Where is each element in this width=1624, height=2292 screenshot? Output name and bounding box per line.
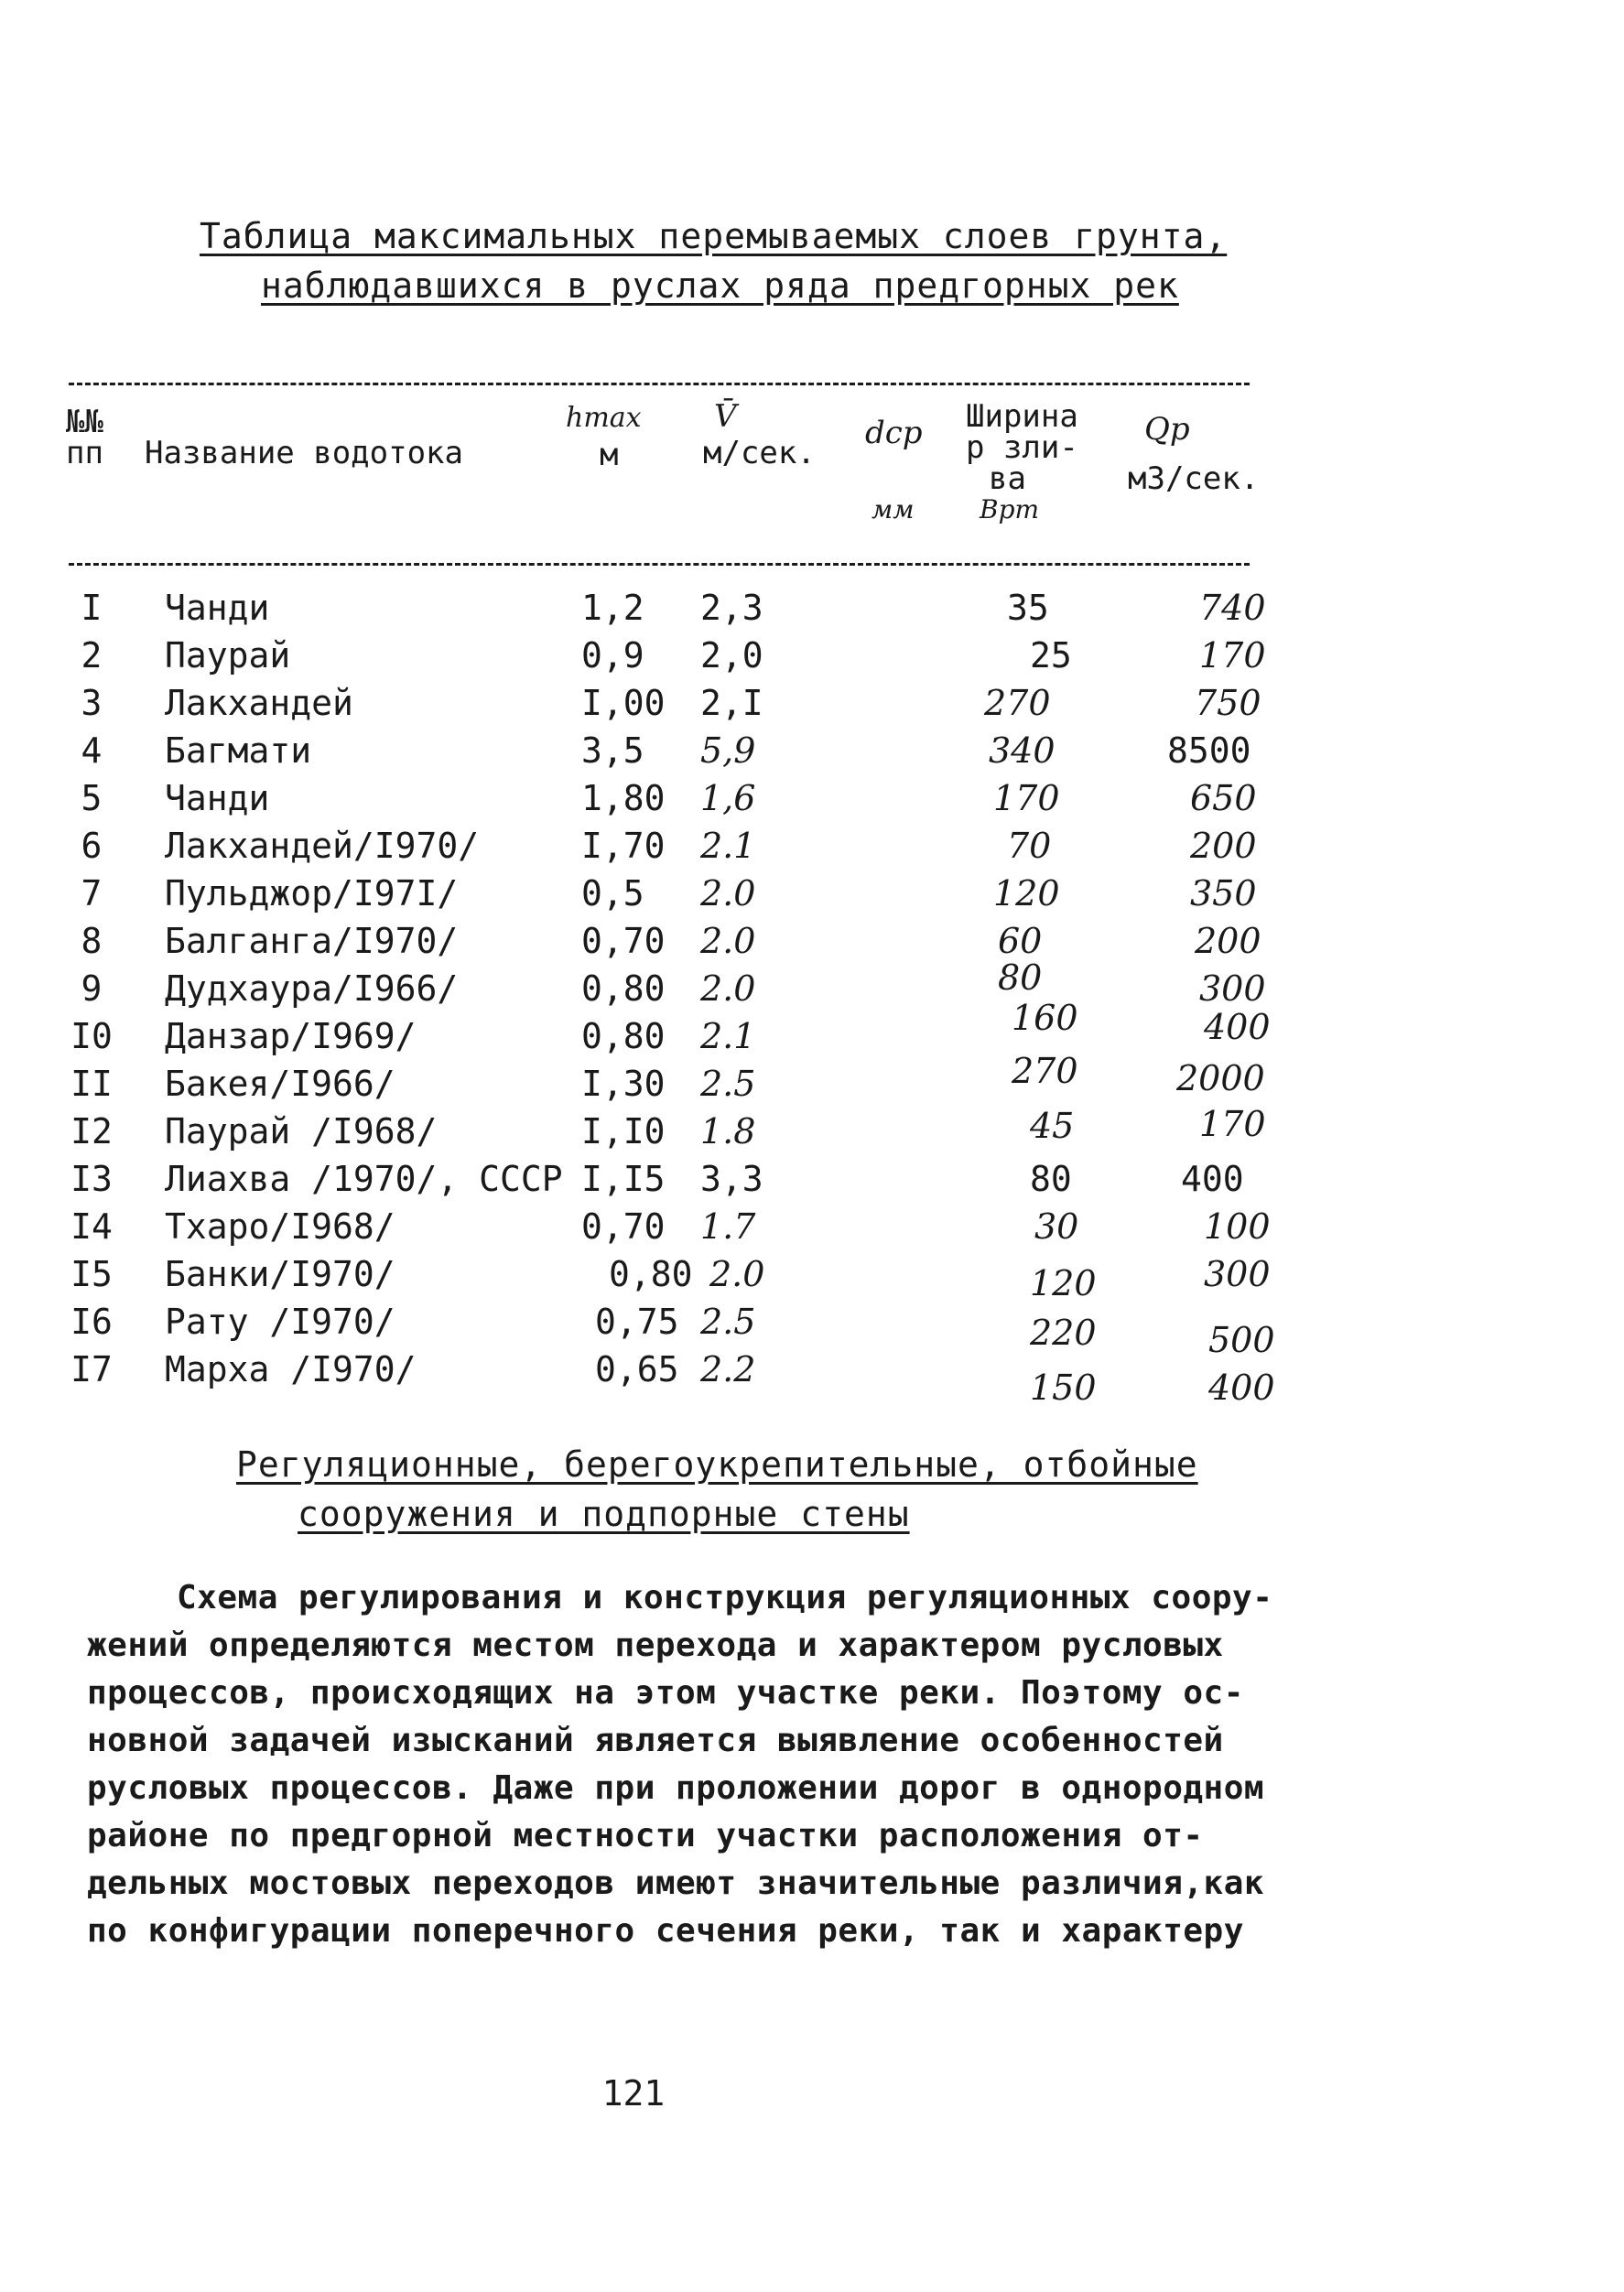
river-name: Данзар/I969/	[165, 1016, 417, 1056]
velocity-value: 1.8	[700, 1111, 756, 1151]
river-name: Паурай /I968/	[165, 1111, 438, 1151]
header-b-unit: Врт	[980, 494, 1040, 524]
h-max-value: I,30	[581, 1064, 666, 1104]
width-value: 25	[1030, 635, 1072, 676]
header-d-symbol: dср	[865, 415, 923, 451]
table-row	[0, 679, 1624, 727]
row-number: I2	[70, 1111, 113, 1151]
section-title-line-2: сооружения и подпорные стены	[298, 1494, 910, 1534]
table-title-line-2: наблюдавшихся в руслах ряда предгорных рек	[261, 265, 1179, 306]
river-name: Бакея/I966/	[165, 1064, 395, 1104]
velocity-value: 2.1	[700, 1016, 756, 1056]
discharge-value: 200	[1195, 921, 1261, 961]
width-value: 35	[1007, 588, 1049, 628]
velocity-value: 5,9	[700, 730, 756, 771]
velocity-value: 2,0	[700, 635, 763, 676]
h-max-value: 1,2	[581, 588, 644, 628]
table-title-line-1: Таблица максимальных перемываемых слоев грунта,	[200, 216, 1228, 256]
discharge-value: 750	[1195, 683, 1261, 723]
paragraph-line: новной задачей изысканий является выявление особенностей	[87, 1722, 1224, 1759]
row-number: I0	[70, 1016, 113, 1056]
header-v-symbol: V̄	[714, 398, 737, 435]
header-v-unit: м/сек.	[703, 435, 816, 471]
width-value: 120	[1030, 1263, 1097, 1303]
header-h-unit: м	[600, 437, 619, 473]
header-h-symbol: hmax	[566, 402, 642, 434]
table-row	[0, 1298, 1624, 1360]
velocity-value: 2.0	[700, 921, 756, 961]
velocity-value: 2.1	[700, 826, 756, 866]
velocity-value: 3,3	[700, 1159, 763, 1199]
discharge-value: 350	[1190, 873, 1257, 914]
width-value: 120	[993, 873, 1060, 914]
river-name: Пульджор/I97I/	[165, 873, 459, 914]
header-b-line3: ва	[989, 460, 1026, 497]
table-row	[0, 870, 1624, 917]
width-value: 30	[1034, 1206, 1079, 1247]
table-top-rule	[69, 383, 1250, 385]
h-max-value: 0,80	[609, 1254, 693, 1294]
paragraph-line: Схема регулирования и конструкция регуляционных соору-	[177, 1579, 1273, 1616]
row-number: I3	[70, 1159, 113, 1199]
table-row	[0, 727, 1624, 774]
h-max-value: 0,65	[595, 1349, 679, 1389]
velocity-value: 2,I	[700, 683, 763, 723]
h-max-value: I,00	[581, 683, 666, 723]
h-max-value: 0,9	[581, 635, 644, 676]
paragraph-line: районе по предгорной местности участки расположения от-	[87, 1817, 1204, 1854]
page-number: 121	[601, 2073, 666, 2114]
section-title-line-1: Регуляционные, берегоукрепительные, отбойные	[236, 1444, 1198, 1485]
paragraph-line: жений определяются местом перехода и характером русловых	[87, 1627, 1224, 1664]
table-row	[0, 822, 1624, 870]
river-name: Чанди	[165, 588, 270, 628]
body-paragraph	[87, 1574, 1277, 1955]
discharge-value: 200	[1190, 826, 1257, 866]
row-number: 3	[81, 683, 103, 723]
river-name: Марха /I970/	[165, 1349, 417, 1389]
table-row	[0, 1250, 1624, 1303]
h-max-value: I,I5	[581, 1159, 666, 1199]
header-q-unit: м3/сек.	[1128, 460, 1260, 497]
discharge-value: 100	[1204, 1206, 1271, 1247]
discharge-value: 2000	[1176, 1058, 1265, 1098]
velocity-value: 2.5	[700, 1302, 756, 1342]
discharge-value: 300	[1204, 1254, 1271, 1294]
table-header-rule	[69, 563, 1250, 566]
h-max-value: 0,80	[581, 968, 666, 1009]
row-number: 5	[81, 778, 103, 818]
width-value: 340	[989, 730, 1056, 771]
row-number: I5	[70, 1254, 113, 1294]
width-value: 80	[1030, 1159, 1072, 1199]
width-value: 70	[1007, 826, 1052, 866]
discharge-value: 650	[1190, 778, 1257, 818]
h-max-value: I,70	[581, 826, 666, 866]
row-number: I6	[70, 1302, 113, 1342]
h-max-value: 0,70	[581, 921, 666, 961]
h-max-value: 0,5	[581, 873, 644, 914]
table-row	[0, 774, 1624, 822]
row-number: 6	[81, 826, 103, 866]
discharge-value: 400	[1208, 1368, 1275, 1408]
river-name: Лиахва /1970/, СССР	[165, 1159, 563, 1199]
discharge-value: 400	[1204, 1007, 1271, 1047]
river-name: Чанди	[165, 778, 270, 818]
header-d-unit: мм	[872, 494, 915, 524]
row-number: 7	[81, 873, 103, 914]
table-row	[0, 584, 1624, 632]
table-row	[0, 632, 1624, 679]
velocity-value: 2.0	[700, 873, 756, 914]
table-row	[0, 917, 1624, 965]
width-value: 270	[984, 683, 1051, 723]
discharge-value: 170	[1199, 635, 1266, 676]
river-name: Лакхандей/I970/	[165, 826, 480, 866]
river-name: Банки/I970/	[165, 1254, 395, 1294]
header-q-symbol: Qр	[1144, 411, 1190, 448]
row-number: I4	[70, 1206, 113, 1247]
header-num-top: №№	[66, 404, 103, 440]
table-row	[0, 1203, 1624, 1250]
river-name: Рату /I970/	[165, 1302, 395, 1342]
velocity-value: 2.5	[700, 1064, 756, 1104]
discharge-value: 300	[1199, 968, 1266, 1009]
width-value: 80	[998, 957, 1043, 998]
discharge-value: 740	[1199, 588, 1266, 628]
header-name: Название водотока	[145, 435, 463, 471]
paragraph-line: по конфигурации поперечного сечения реки, так и характеру	[87, 1912, 1244, 1950]
velocity-value: 2.0	[700, 968, 756, 1009]
h-max-value: 0,80	[581, 1016, 666, 1056]
h-max-value: 3,5	[581, 730, 644, 771]
paragraph-line: русловых процессов. Даже при проложении дорог в однородном	[87, 1769, 1265, 1807]
river-name: Лакхандей	[165, 683, 353, 723]
row-number: II	[70, 1064, 113, 1104]
width-value: 45	[1030, 1106, 1075, 1146]
h-max-value: 0,75	[595, 1302, 679, 1342]
discharge-value: 400	[1181, 1159, 1244, 1199]
velocity-value: 1.7	[700, 1206, 756, 1247]
width-value: 220	[1030, 1313, 1097, 1353]
row-number: 8	[81, 921, 103, 961]
paragraph-line: дельных мостовых переходов имеют значительные различия,как	[87, 1865, 1265, 1902]
row-number: I	[81, 588, 103, 628]
table-row	[0, 1346, 1624, 1408]
header-b-line2: р зли-	[966, 429, 1078, 466]
river-name: Дудхаура/I966/	[165, 968, 459, 1009]
h-max-value: 0,70	[581, 1206, 666, 1247]
width-value: 160	[1012, 998, 1078, 1038]
table-row	[0, 1155, 1624, 1203]
river-name: Багмати	[165, 730, 312, 771]
table-row	[0, 998, 1624, 1060]
row-number: I7	[70, 1349, 113, 1389]
river-name: Тхаро/I968/	[165, 1206, 395, 1247]
velocity-value: 2.0	[709, 1254, 765, 1294]
table-row	[0, 1104, 1624, 1155]
river-name: Паурай	[165, 635, 291, 676]
discharge-value: 500	[1208, 1320, 1275, 1360]
row-number: 4	[81, 730, 103, 771]
width-value: 60	[998, 921, 1043, 961]
velocity-value: 2,3	[700, 588, 763, 628]
discharge-value: 8500	[1167, 730, 1251, 771]
paragraph-line: процессов, происходящих на этом участке реки. Поэтому ос-	[87, 1674, 1244, 1712]
width-value: 270	[1012, 1051, 1078, 1091]
velocity-value: 2.2	[700, 1349, 756, 1389]
discharge-value: 170	[1199, 1104, 1266, 1144]
h-max-value: I,I0	[581, 1111, 666, 1151]
river-name: Балганга/I970/	[165, 921, 459, 961]
velocity-value: 1,6	[700, 778, 756, 818]
table-row	[0, 1051, 1624, 1108]
width-value: 150	[1030, 1368, 1097, 1408]
header-num-bottom: пп	[66, 435, 103, 471]
table-row	[0, 957, 1624, 1012]
row-number: 9	[81, 968, 103, 1009]
row-number: 2	[81, 635, 103, 676]
header-b-line1: Ширина	[966, 398, 1078, 435]
width-value: 170	[993, 778, 1060, 818]
h-max-value: 1,80	[581, 778, 666, 818]
